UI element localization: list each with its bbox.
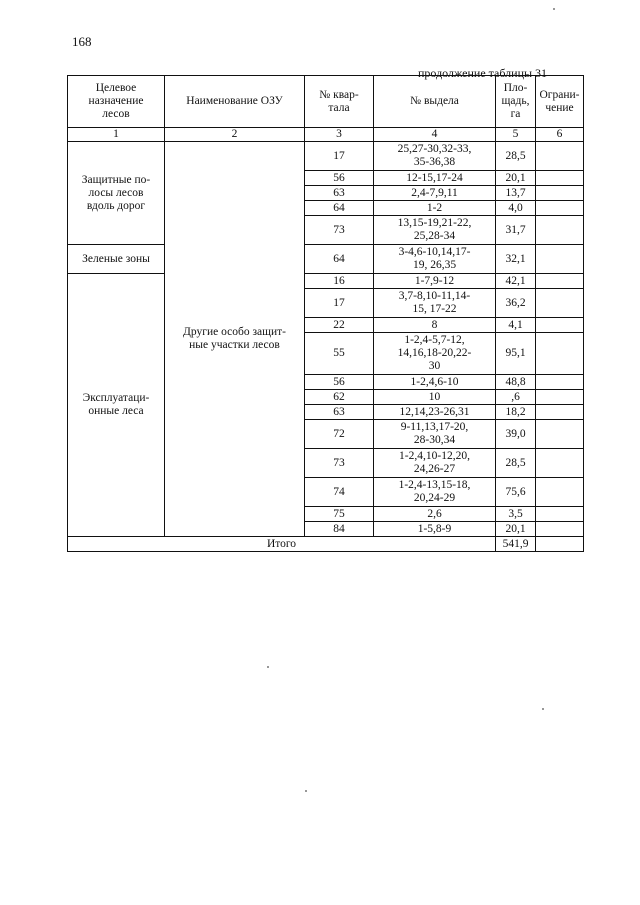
restriction-cell	[536, 390, 584, 405]
vydel-cell: 3-4,6-10,14,17- 19, 26,35	[374, 245, 496, 274]
vydel-cell: 12-15,17-24	[374, 171, 496, 186]
kvartal-cell: 73	[305, 449, 374, 478]
kvartal-cell: 64	[305, 245, 374, 274]
table-row	[68, 245, 584, 274]
area-cell: 13,7	[496, 186, 536, 201]
restriction-cell	[536, 507, 584, 522]
kvartal-cell: 64	[305, 201, 374, 216]
vydel-cell: 3,7-8,10-11,14- 15, 17-22	[374, 289, 496, 318]
restriction-cell	[536, 201, 584, 216]
area-cell: 28,5	[496, 142, 536, 171]
restriction-cell	[536, 333, 584, 375]
kvartal-cell: 16	[305, 274, 374, 289]
kvartal-cell: 74	[305, 478, 374, 507]
restriction-cell	[536, 522, 584, 537]
vydel-cell: 10	[374, 390, 496, 405]
area-cell: 20,1	[496, 522, 536, 537]
restriction-cell	[536, 405, 584, 420]
restriction-cell	[536, 289, 584, 318]
vydel-cell: 1-2,4,6-10	[374, 375, 496, 390]
vydel-cell: 2,4-7,9,11	[374, 186, 496, 201]
column-number: 3	[305, 128, 374, 142]
area-cell: 39,0	[496, 420, 536, 449]
kvartal-cell: 56	[305, 171, 374, 186]
vydel-cell: 1-2	[374, 201, 496, 216]
area-cell: ,6	[496, 390, 536, 405]
area-cell: 42,1	[496, 274, 536, 289]
restriction-cell	[536, 245, 584, 274]
kvartal-cell: 75	[305, 507, 374, 522]
scan-speck	[305, 790, 307, 792]
restriction-cell	[536, 420, 584, 449]
header-purpose: Целевое назначение лесов	[68, 76, 165, 128]
area-cell: 75,6	[496, 478, 536, 507]
vydel-cell: 1-2,4,10-12,20, 24,26-27	[374, 449, 496, 478]
area-cell: 28,5	[496, 449, 536, 478]
area-cell: 31,7	[496, 216, 536, 245]
purpose-roadside-belts: Защитные по- лосы лесов вдоль дорог	[68, 142, 165, 245]
vydel-cell: 1-2,4-5,7-12, 14,16,18-20,22- 30	[374, 333, 496, 375]
kvartal-cell: 84	[305, 522, 374, 537]
restriction-cell	[536, 142, 584, 171]
scan-speck	[553, 8, 555, 10]
area-cell: 20,1	[496, 171, 536, 186]
restriction-cell	[536, 449, 584, 478]
ozu-name-cell: Другие особо защит- ные участки лесов	[165, 142, 305, 537]
kvartal-cell: 62	[305, 390, 374, 405]
area-cell: 18,2	[496, 405, 536, 420]
column-number: 4	[374, 128, 496, 142]
area-cell: 3,5	[496, 507, 536, 522]
table-header-row	[68, 76, 584, 128]
area-cell: 4,1	[496, 318, 536, 333]
column-number: 1	[68, 128, 165, 142]
vydel-cell: 8	[374, 318, 496, 333]
total-area: 541,9	[496, 537, 536, 552]
vydel-cell: 25,27-30,32-33, 35-36,38	[374, 142, 496, 171]
vydel-cell: 12,14,23-26,31	[374, 405, 496, 420]
header-restriction: Ограни- чение	[536, 76, 584, 128]
table-row	[68, 142, 584, 171]
column-number: 2	[165, 128, 305, 142]
kvartal-cell: 17	[305, 289, 374, 318]
total-label: Итого	[68, 537, 496, 552]
column-number: 6	[536, 128, 584, 142]
scan-speck	[267, 666, 269, 668]
vydel-cell: 1-2,4-13,15-18, 20,24-29	[374, 478, 496, 507]
area-cell: 36,2	[496, 289, 536, 318]
header-kvartal: № квар- тала	[305, 76, 374, 128]
purpose-exploitation-forests: Эксплуатаци- онные леса	[68, 274, 165, 537]
vydel-cell: 13,15-19,21-22, 25,28-34	[374, 216, 496, 245]
column-number-row	[68, 128, 584, 142]
vydel-cell: 1-7,9-12	[374, 274, 496, 289]
restriction-cell	[536, 216, 584, 245]
kvartal-cell: 63	[305, 405, 374, 420]
table-continuation-caption: продолжение таблицы 31	[418, 66, 548, 80]
area-cell: 4,0	[496, 201, 536, 216]
purpose-green-zones: Зеленые зоны	[68, 245, 165, 274]
area-cell: 95,1	[496, 333, 536, 375]
vydel-cell: 2,6	[374, 507, 496, 522]
area-cell: 32,1	[496, 245, 536, 274]
kvartal-cell: 56	[305, 375, 374, 390]
table-row	[68, 274, 584, 289]
area-cell: 48,8	[496, 375, 536, 390]
kvartal-cell: 73	[305, 216, 374, 245]
vydel-cell: 9-11,13,17-20, 28-30,34	[374, 420, 496, 449]
page-number: 168	[72, 34, 92, 49]
restriction-cell	[536, 478, 584, 507]
kvartal-cell: 22	[305, 318, 374, 333]
forest-areas-table	[67, 75, 584, 552]
kvartal-cell: 63	[305, 186, 374, 201]
scan-speck	[542, 708, 544, 710]
restriction-cell	[536, 318, 584, 333]
restriction-cell	[536, 274, 584, 289]
header-ozu-name: Наименование ОЗУ	[165, 76, 305, 128]
vydel-cell: 1-5,8-9	[374, 522, 496, 537]
total-row	[68, 537, 584, 552]
total-restriction	[536, 537, 584, 552]
kvartal-cell: 17	[305, 142, 374, 171]
header-vydel: № выдела	[374, 76, 496, 128]
restriction-cell	[536, 171, 584, 186]
column-number: 5	[496, 128, 536, 142]
kvartal-cell: 72	[305, 420, 374, 449]
kvartal-cell: 55	[305, 333, 374, 375]
restriction-cell	[536, 375, 584, 390]
restriction-cell	[536, 186, 584, 201]
header-area: Пло- щадь, га	[496, 76, 536, 128]
